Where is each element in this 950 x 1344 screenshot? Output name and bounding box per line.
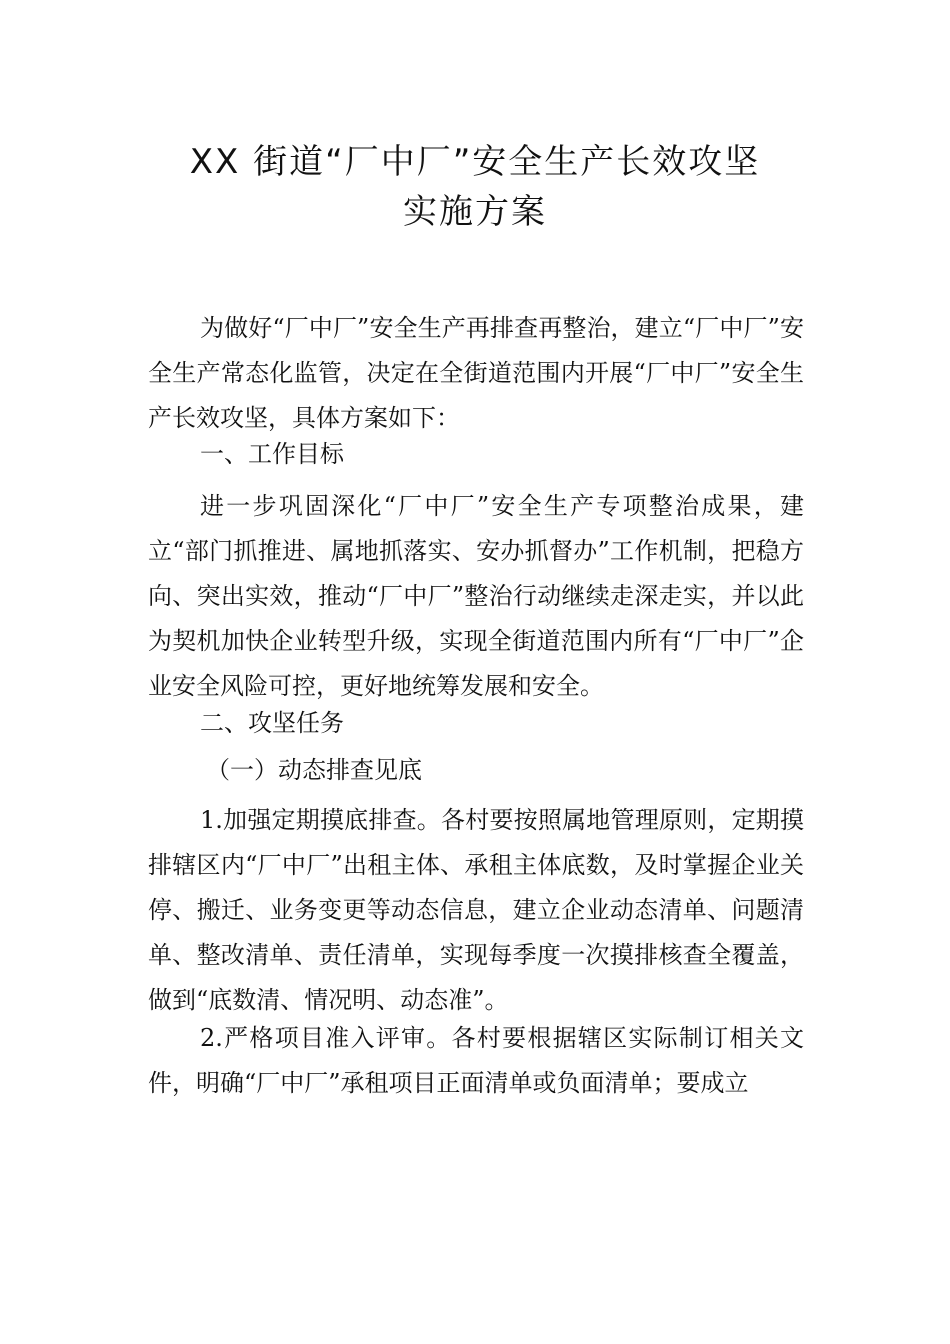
section-block-3 <box>148 701 804 746</box>
task-item-2-paragraph: 2.严格项目准入评审。各村要根据辖区实际制订相关文件，明确“厂中厂”承租项目正面清单或负面清单；要成立 <box>148 1024 804 1097</box>
task-item-1-paragraph: 1.加强定期摸底排查。各村要按照属地管理原则，定期摸排辖区内“厂中厂”出租主体、承租主体底数，及时掌握企业关停、搬迁、业务变更等动态信息，建立企业动态清单、问题清单、整改清单、责任清单，实现每季度一次摸排核查全覆盖，做到“底数清、情况明、动态准”。 <box>148 806 804 1014</box>
document-body <box>148 306 804 441</box>
section-block-4 <box>148 748 804 793</box>
intro-paragraph: 为做好“厂中厂”安全生产再排查再整治，建立“厂中厂”安全生产常态化监管，决定在全街道范围内开展“厂中厂”安全生产长效攻坚，具体方案如下： <box>148 314 804 432</box>
section-heading-tasks: 二、攻坚任务 <box>200 709 344 737</box>
subsection-heading-dynamic-check: （一）动态排查见底 <box>206 756 422 784</box>
document-title-line-1: XX 街道“厂中厂”安全生产长效攻坚 <box>189 142 761 182</box>
section-block-1 <box>148 432 804 477</box>
section-block-5 <box>148 798 804 1023</box>
document-title-line-2: 实施方案 <box>403 192 547 232</box>
section-block-2 <box>148 484 804 709</box>
section-block-6 <box>148 1016 804 1106</box>
work-goal-paragraph: 进一步巩固深化“厂中厂”安全生产专项整治成果，建立“部门抓推进、属地抓落实、安办抓督办”工作机制，把稳方向、突出实效，推动“厂中厂”整治行动继续走深走实，并以此为契机加快企业转型升级，实现全街道范围内所有“厂中厂”企业安全风险可控，更好地统筹发展和安全。 <box>148 492 804 700</box>
section-heading-work-goal: 一、工作目标 <box>200 440 344 468</box>
